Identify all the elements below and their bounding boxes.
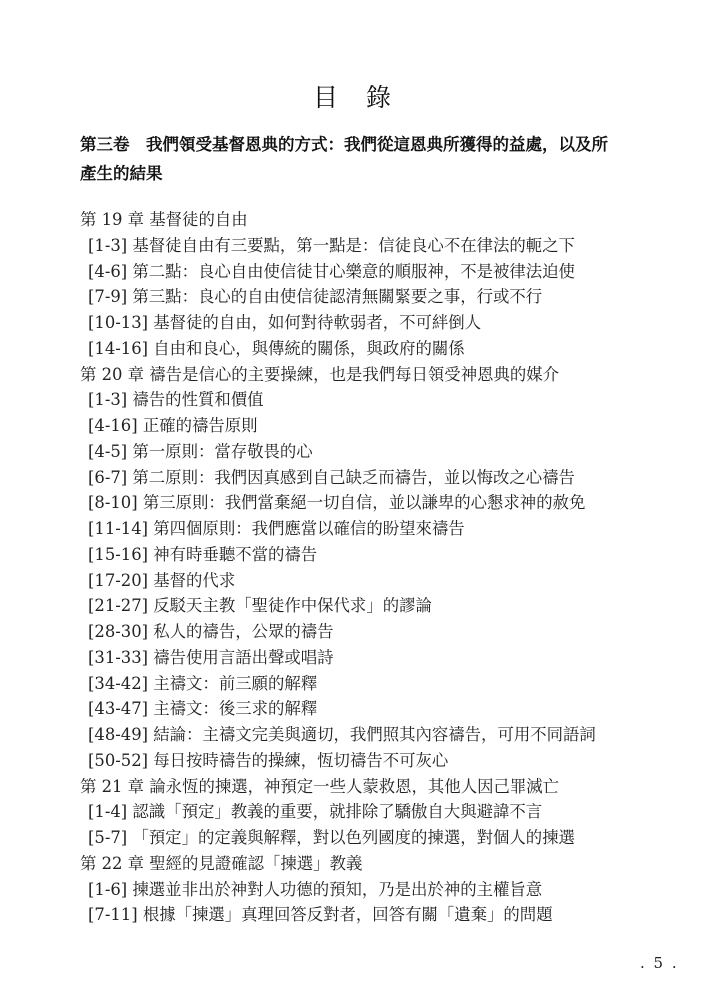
toc-section-entry: [50-52] 每日按時禱告的操練，恆切禱告不可灰心 <box>88 750 449 770</box>
page-number: . 5 . <box>640 954 679 972</box>
toc-chapter-entry: 第 20 章 禱告是信心的主要操練，也是我們每日領受神恩典的媒介 <box>80 364 560 384</box>
page-title: 目 錄 <box>313 83 401 112</box>
toc-section-entry: [10-13] 基督徒的自由，如何對待軟弱者，不可絆倒人 <box>88 313 482 332</box>
toc-section-entry: [4-16] 正確的禱告原則 <box>88 416 258 435</box>
toc-section-entry: [8-10] 第三原則：我們當棄絕一切自信，並以謙卑的心懇求神的赦免 <box>88 493 586 513</box>
toc-section-entry: [1-3] 禱告的性質和價值 <box>88 390 264 410</box>
toc-section-entry: [4-6] 第二點：良心自由使信徒甘心樂意的順服神，不是被律法迫使 <box>88 261 575 281</box>
toc-section-entry: [7-11] 根據「揀選」真理回答反對者，回答有關「遺棄」的問題 <box>88 905 553 925</box>
volume-heading-line-1: 第三卷 我們領受基督恩典的方式：我們從這恩典所獲得的益處，以及所 <box>80 135 608 154</box>
volume-heading <box>80 130 655 188</box>
toc-section-entry: [6-7] 第二原則：我們因真感到自己缺乏而禱告，並以悔改之心禱告 <box>88 467 575 487</box>
toc-chapter-entry: 第 22 章 聖經的見證確認「揀選」教義 <box>80 853 363 873</box>
toc-section-entry: [1-3] 基督徒自由有三要點，第一點是：信徒良心不在律法的軛之下 <box>88 235 575 255</box>
toc-section-entry: [28-30] 私人的禱告，公眾的禱告 <box>88 622 334 641</box>
toc-section-entry: [7-9] 第三點：良心的自由使信徒認清無關緊要之事，行或不行 <box>88 287 543 307</box>
toc-section-entry: [14-16] 自由和良心，與傳統的關係，與政府的關係 <box>88 338 465 358</box>
toc-section-entry: [48-49] 結論：主禱文完美與適切，我們照其內容禱告，可用不同語詞 <box>88 725 596 744</box>
toc-section-entry: [4-5] 第一原則：當存敬畏的心 <box>88 441 313 461</box>
toc-section-entry: [34-42] 主禱文：前三願的解釋 <box>88 673 318 693</box>
toc-section-entry: [21-27] 反駁天主教「聖徒作中保代求」的謬論 <box>88 596 432 616</box>
toc-section-entry: [11-14] 第四個原則：我們應當以確信的盼望來禱告 <box>88 519 465 538</box>
table-of-contents <box>80 207 670 928</box>
toc-section-entry: [43-47] 主禱文：後三求的解釋 <box>88 699 318 719</box>
toc-section-entry: [31-33] 禱告使用言語出聲或唱詩 <box>88 647 334 667</box>
toc-chapter-entry: 第 21 章 論永恆的揀選，神預定一些人蒙救恩，其他人因己罪滅亡 <box>80 776 560 796</box>
toc-section-entry: [1-6] 揀選並非出於神對人功德的預知，乃是出於神的主權旨意 <box>88 879 543 899</box>
toc-chapter-entry: 第 19 章 基督徒的自由 <box>80 210 248 229</box>
volume-heading-line-2: 產生的結果 <box>80 164 163 183</box>
toc-section-entry: [1-4] 認識「預定」教義的重要，就排除了驕傲自大與避諱不言 <box>88 802 543 822</box>
toc-section-entry: [5-7] 「預定」的定義與解釋，對以色列國度的揀選，對個人的揀選 <box>88 828 575 847</box>
toc-section-entry: [17-20] 基督的代求 <box>88 570 236 590</box>
toc-section-entry: [15-16] 神有時垂聽不當的禱告 <box>88 544 318 564</box>
